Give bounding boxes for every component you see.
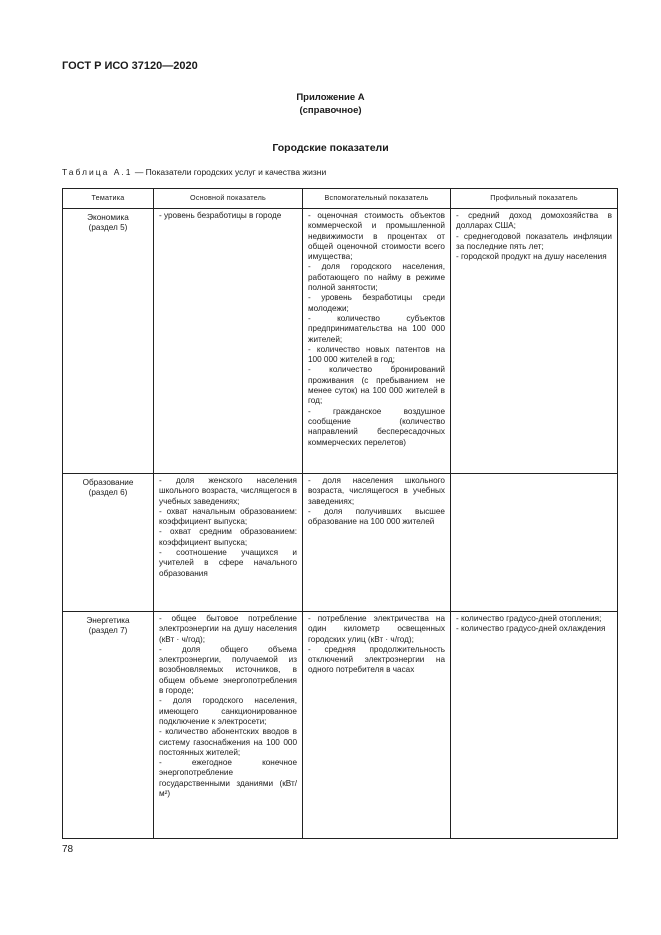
table-header-row: [63, 189, 618, 209]
page-number: 78: [62, 844, 74, 855]
table-caption-label: Таблица А.1: [62, 167, 133, 177]
indicator-item: - количество градусо-дней отопления;: [456, 614, 602, 623]
indicator-item: - доля населения школьного возраста, числящегося в учебных заведениях;: [308, 476, 445, 506]
core-indicator-cell: [154, 209, 303, 474]
supporting-indicator-cell: [303, 612, 451, 839]
topic-line: (раздел 7): [88, 626, 128, 636]
section-title: Городские показатели: [272, 142, 389, 154]
indicator-item: - доля женского населения школьного возраста, числящегося в учебных заведениях;: [159, 476, 297, 506]
core-indicator-cell: [154, 474, 303, 612]
table-body: [63, 209, 618, 839]
indicator-item: - количество новых патентов на 100 000 жителей в год;: [308, 344, 445, 365]
indicator-item: - количество бронирований проживания (с пребыванием не менее суток) на 100 000 жителей в год;: [308, 365, 445, 406]
indicator-item: - среднегодовой показатель инфляции за последние пять лет;: [456, 231, 612, 251]
table-caption-text: — Показатели городских услуг и качества жизни: [132, 167, 327, 177]
table-caption: [62, 167, 326, 177]
profile-indicator-cell: [451, 474, 618, 612]
topic-line: Экономика: [87, 213, 129, 222]
indicator-item: - городской продукт на душу населения: [456, 252, 607, 262]
indicator-item: - доля общего объема электроэнергии, получаемой из возобновляемых источников, в общем объеме энергопотребления в городе;: [159, 644, 297, 696]
indicator-item: - гражданское воздушное сообщение (количество направлений беспересадочных коммерческих перелетов): [308, 406, 445, 447]
topic-cell: [63, 612, 154, 839]
topic-line: (раздел 6): [88, 488, 128, 498]
indicator-item: - уровень безработицы в городе: [159, 211, 282, 220]
topic-line: Энергетика: [86, 616, 130, 625]
header-topic: Тематика: [63, 189, 154, 209]
indicator-item: - доля городского населения, работающего по найму в режиме полной занятости;: [308, 262, 445, 293]
indicator-item: - ежегодное конечное энергопотребление государственными зданиями (кВт/м²): [159, 758, 297, 799]
indicator-item: - количество абонентских вводов в систему газоснабжения на 100 000 постоянных жителей;: [159, 727, 297, 757]
topic-line: (раздел 5): [88, 223, 128, 233]
indicator-item: - количество градусо-дней охлаждения: [456, 624, 606, 634]
indicator-item: - охват начальным образованием: коэффициент выпуска;: [159, 506, 297, 527]
indicator-item: - соотношение учащихся и учителей в сфере начального образования: [159, 548, 297, 578]
annex-heading: [0, 91, 661, 117]
core-indicator-cell: [154, 612, 303, 839]
indicator-item: - уровень безработицы среди молодежи;: [308, 293, 445, 313]
topic-cell: [63, 474, 154, 612]
header-supporting: Вспомогательный показатель: [303, 189, 451, 209]
indicators-table: [62, 188, 618, 839]
supporting-indicator-cell: [303, 209, 451, 474]
topic-line: Образование: [82, 478, 134, 487]
profile-indicator-cell: [451, 209, 618, 474]
table-row: [63, 209, 618, 474]
profile-indicator-cell: [451, 612, 618, 839]
indicator-item: - общее бытовое потребление электроэнергии на душу населения (кВт · ч/год);: [159, 614, 297, 644]
indicator-item: - средний доход домохозяйства в долларах США;: [456, 211, 612, 231]
indicator-item: - оценочная стоимость объектов коммерческой и промышленной недвижимости в процентах от общей оценочной стоимости всего имущества;: [308, 211, 445, 262]
supporting-indicator-cell: [303, 474, 451, 612]
table-row: [63, 474, 618, 612]
topic-cell: [63, 209, 154, 474]
indicator-item: - доля городского населения, имеющего санкционированное подключение к электросети;: [159, 696, 297, 726]
table-row: [63, 612, 618, 839]
indicator-item: - охват средним образованием: коэффициент выпуска;: [159, 527, 297, 547]
header-core: Основной показатель: [154, 189, 303, 209]
indicator-item: - средняя продолжительность отключений электроэнергии на одного потребителя в часах: [308, 644, 445, 675]
indicator-item: - доля получивших высшее образование на 100 000 жителей: [308, 506, 445, 527]
header-profile: Профильный показатель: [451, 189, 618, 209]
annex-subtitle: (справочное): [299, 105, 362, 116]
indicator-item: - количество субъектов предпринимательства на 100 000 жителей;: [308, 313, 445, 344]
document-code: ГОСТ Р ИСО 37120—2020: [62, 60, 198, 72]
annex-title: Приложение А: [296, 92, 365, 103]
indicator-item: - потребление электричества на один километр освещенных городских улиц (кВт · ч/год);: [308, 614, 445, 644]
